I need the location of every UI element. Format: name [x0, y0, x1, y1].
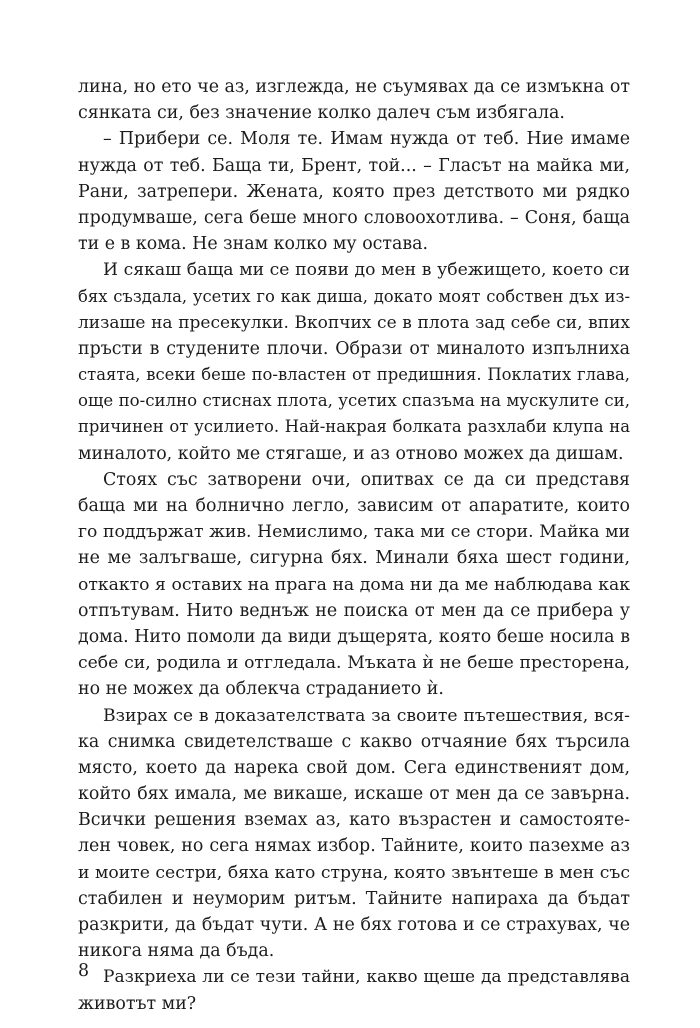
text-line: още по-силно стиснах плота, усетих спазъма на мускулите си,	[78, 391, 630, 411]
text-line: и моите сестри, бяха като струна, която звънтеше в мен със	[78, 862, 630, 883]
text-line: Взирах се в доказателствата за своите пътешествия, вся-	[103, 705, 630, 726]
text-line: продумваше, сега беше много словоохотлива. – Соня, баща	[78, 207, 630, 228]
text-line: Стоях със затворени очи, опитвах се да си представя	[103, 469, 630, 490]
text-line: лизаше на пресекулки. Вкопчих се в плота зад себе си, впих	[78, 312, 630, 333]
text-line: И сякаш баща ми се появи до мен в убежището, което си	[103, 260, 630, 281]
text-line: миналото, който ме стягаше, и аз отново можех да дишам.	[78, 443, 624, 464]
text-line: го поддържат жив. Немислимо, така ми се стори. Майка ми	[78, 522, 630, 543]
paragraph	[78, 964, 630, 1016]
text-line: причинен от усилието. Най-накрая болката разхлаби клупа на	[78, 417, 630, 437]
text-line: но не можех да облекча страданието ѝ.	[78, 679, 444, 700]
text-line: откакто я оставих на прага на дома ни да ме наблюдава как	[78, 574, 630, 595]
text-line: разкрити, да бъдат чути. А не бях готова и се страхувах, че	[78, 915, 630, 935]
text-line: отпътувам. Нито веднъж не поиска от мен да се прибера у	[78, 600, 630, 621]
text-line: лина, но ето че аз, изглежда, не съумявах да се измъкна от	[78, 77, 630, 97]
paragraph	[78, 257, 630, 467]
text-line: себе си, родила и отгледала. Мъката ѝ не беше престорена,	[78, 653, 630, 674]
text-line: баща ми на болнично легло, зависим от апаратите, които	[78, 496, 630, 516]
body-text	[78, 74, 630, 1017]
text-line: лен човек, но сега нямах избор. Тайните, които пазехме аз	[78, 836, 630, 857]
text-line: никога няма да бъда.	[78, 941, 275, 962]
text-line: Разкриеха ли се тези тайни, какво щеше да представлява	[103, 967, 630, 988]
text-line: сянката си, без значение колко далеч съм избягала.	[78, 103, 565, 124]
text-line: място, което да нарека свой дом. Сега единственият дом,	[78, 757, 630, 778]
text-line: Всички решения вземах аз, като възрастен и самостояте-	[78, 810, 630, 831]
paragraph	[78, 703, 630, 965]
text-line: – Прибери се. Моля те. Имам нужда от теб. Ние имаме	[103, 129, 630, 150]
text-line: дома. Нито помоли да види дъщерята, която беше носила в	[78, 626, 630, 647]
text-line: нужда от теб. Баща ти, Брент, той... – Гласът на майка ми,	[78, 155, 630, 176]
text-line: ка снимка свидетелстваше с какво отчаяние бях търсила	[78, 731, 630, 752]
text-line: стаята, всеки беше по-властен от предишния. Поклатих глава,	[78, 365, 630, 385]
text-line: който бях имала, ме викаше, искаше от мен да се завърна.	[78, 784, 630, 805]
text-line: животът ми?	[78, 993, 197, 1014]
paragraph	[78, 74, 630, 126]
text-line: пръсти в студените плочи. Образи от миналото изпълниха	[78, 338, 630, 359]
text-line: не ме залъгваше, сигурна бях. Минали бяха шест години,	[78, 548, 630, 569]
paragraph	[78, 467, 630, 703]
text-line: Рани, затрепери. Жената, която през детството ми рядко	[78, 181, 630, 202]
text-line: бях създала, усетих го как диша, докато моят собствен дъх из-	[78, 286, 630, 306]
paragraph	[78, 126, 630, 257]
page-number: 8	[78, 961, 90, 981]
text-line: ти е в кома. Не знам колко му остава.	[78, 234, 429, 255]
text-line: стабилен и неуморим ритъм. Тайните напираха да бъдат	[78, 888, 630, 909]
